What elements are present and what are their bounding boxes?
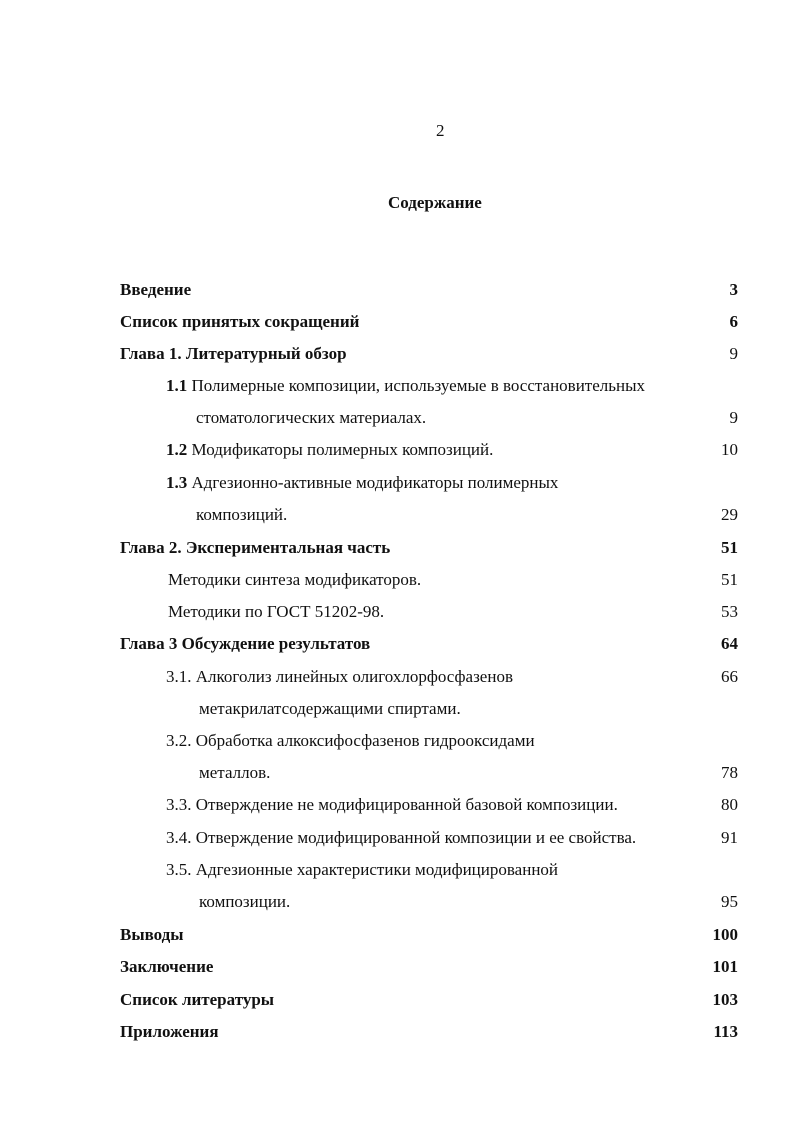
toc-entry-number: 3.3. (166, 795, 192, 814)
toc-entry-gost-methods: Методики по ГОСТ 51202-98. (168, 602, 385, 621)
toc-entry-conclusions: Выводы (120, 925, 184, 944)
toc-page-1-1: 9 (729, 408, 738, 427)
toc-page-chapter-1: 9 (729, 344, 738, 363)
toc-page-1-2: 10 (721, 440, 738, 459)
toc-page-3-5: 95 (721, 892, 738, 911)
toc-entry-3-5 (166, 858, 558, 882)
toc-entry-text: Алкоголиз линейных олигохлорфосфазенов (195, 667, 513, 686)
toc-entry-number: 1.1 (166, 376, 188, 395)
toc-entry-chapter-1: Глава 1. Литературный обзор (120, 344, 347, 363)
toc-page-summary: 101 (712, 957, 738, 976)
toc-entry-introduction: Введение (120, 280, 192, 299)
toc-entry-1-1-continuation: стоматологических материалах. (196, 408, 427, 427)
toc-entry-3-5-continuation: композиции. (199, 892, 291, 911)
toc-page-3-4: 91 (721, 828, 738, 847)
toc-page-introduction: 3 (729, 280, 738, 299)
toc-entry-text: Отверждение модифицированной композиции и ее свойства. (195, 828, 637, 847)
toc-entry-synthesis-methods: Методики синтеза модификаторов. (168, 570, 422, 589)
toc-page-3-2: 78 (721, 763, 738, 782)
toc-page-3-3: 80 (721, 795, 738, 814)
toc-page-abbreviations: 6 (729, 312, 738, 331)
toc-entry-text: Полимерные композиции, используемые в восстановительных (191, 376, 646, 395)
page-title: Содержание (388, 193, 482, 212)
toc-entry-chapter-3: Глава 3 Обсуждение результатов (120, 634, 371, 653)
toc-page-chapter-2: 51 (721, 538, 738, 557)
toc-entry-1-2 (166, 438, 493, 462)
toc-entry-number: 3.2. (166, 731, 192, 750)
toc-entry-text: Адгезионно-активные модификаторы полимерных (191, 473, 559, 492)
toc-entry-number: 1.3 (166, 473, 188, 492)
toc-page-1-3: 29 (721, 505, 738, 524)
toc-page-3-1: 66 (721, 667, 738, 686)
toc-entry-3-1 (166, 665, 513, 689)
toc-entry-text: Обработка алкоксифосфазенов гидрооксидами (195, 731, 535, 750)
toc-entry-3-3 (166, 793, 618, 817)
toc-entry-3-2-continuation: металлов. (199, 763, 271, 782)
toc-entry-1-3-continuation: композиций. (196, 505, 288, 524)
toc-entry-abbreviations: Список принятых сокращений (120, 312, 360, 331)
toc-page-gost-methods: 53 (721, 602, 738, 621)
toc-entry-number: 3.5. (166, 860, 192, 879)
toc-page-references: 103 (712, 990, 738, 1009)
toc-entry-text: Отверждение не модифицированной базовой композиции. (195, 795, 618, 814)
toc-entry-1-3 (166, 471, 558, 495)
toc-entry-chapter-2: Глава 2. Экспериментальная часть (120, 538, 391, 557)
toc-entry-3-2 (166, 729, 535, 753)
toc-entry-3-4 (166, 826, 636, 850)
toc-entry-3-1-continuation: метакрилатсодержащими спиртами. (199, 699, 461, 718)
toc-page-conclusions: 100 (712, 925, 738, 944)
toc-entry-number: 3.1. (166, 667, 192, 686)
toc-entry-1-1 (166, 374, 645, 398)
toc-page-synthesis-methods: 51 (721, 570, 738, 589)
toc-page-appendices: 113 (713, 1022, 738, 1041)
toc-entry-text: Адгезионные характеристики модифицированной (195, 860, 559, 879)
toc-entry-appendices: Приложения (120, 1022, 219, 1041)
toc-entry-number: 3.4. (166, 828, 192, 847)
toc-page-chapter-3: 64 (721, 634, 738, 653)
toc-entry-text: Модификаторы полимерных композиций. (191, 440, 494, 459)
toc-entry-summary: Заключение (120, 957, 214, 976)
toc-entry-number: 1.2 (166, 440, 188, 459)
page-number: 2 (436, 121, 445, 140)
toc-entry-references: Список литературы (120, 990, 275, 1009)
